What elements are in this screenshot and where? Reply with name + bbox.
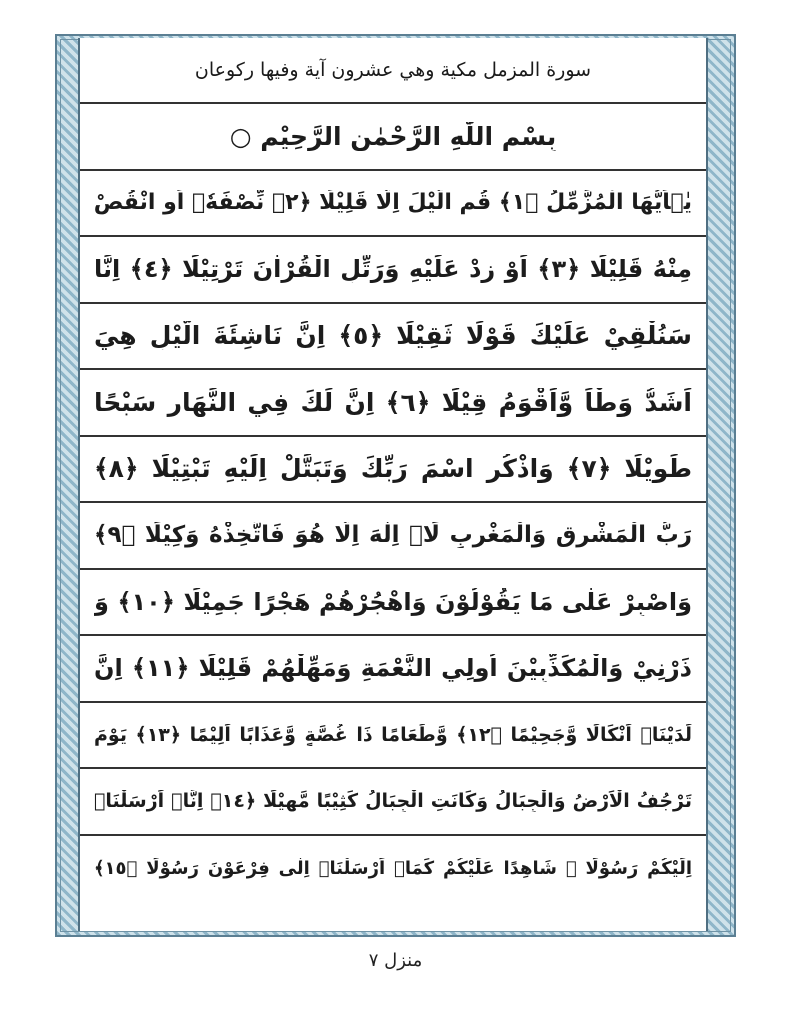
- verse-line-basmala: [80, 104, 706, 171]
- line-text: يٰۤاَيُّهَا الْمُزَّمِّلُ ﴿١﴾ قُمِ الَّيْلَ اِلَّا قَلِيْلًا ﴿٢﴾ نِّصْفَهٗۤ اَوِ انْقُصْ: [94, 190, 692, 216]
- line-text: رَبُّ الْمَشْرِقِ وَالْمَغْرِبِ لَاۤ اِلٰهَ اِلَّا هُوَ فَاتَّخِذْهُ وَكِيْلًا ﴿٩﴾: [94, 522, 692, 549]
- verse-line: [80, 836, 706, 903]
- verse-line: [80, 304, 706, 371]
- line-text: اِلَيْكُمْ رَسُوْلًا ۙ شَاهِدًا عَلَيْكُمْ كَمَاۤ اَرْسَلْنَاۤ اِلٰى فِرْعَوْنَ رَسُوْلًا ﴿١٥﴾: [94, 858, 692, 880]
- verse-line: [80, 570, 706, 637]
- verse-line: [80, 237, 706, 304]
- surah-title: سورة المزمل مكية وهي عشرون آية وفيها ركوعان: [194, 59, 592, 81]
- verse-lines: [80, 104, 706, 902]
- line-text: طَوِيْلًا ﴿٧﴾ وَاذْكُرِ اسْمَ رَبِّكَ وَتَبَتَّلْ اِلَيْهِ تَبْتِيْلًا ﴿٨﴾: [94, 454, 692, 484]
- line-text: اَشَدُّ وَطْاً وَّاَقْوَمُ قِيْلًا ﴿٦﴾ اِنَّ لَكَ فِي النَّهَارِ سَبْحًا: [94, 387, 692, 417]
- line-text: وَاصْبِرْ عَلٰى مَا يَقُوْلُوْنَ وَاهْجُرْهُمْ هَجْرًا جَمِيْلًا ﴿١٠﴾ وَ: [94, 587, 692, 616]
- verse-line: [80, 703, 706, 770]
- verse-line: [80, 503, 706, 570]
- line-text: بِسْمِ اللّٰهِ الرَّحْمٰنِ الرَّحِيْمِ ○: [229, 121, 557, 151]
- verse-line: [80, 437, 706, 504]
- line-text: مِنْهُ قَلِيْلًا ﴿٣﴾ اَوْ زِدْ عَلَيْهِ وَرَتِّلِ الْقُرْاٰنَ تَرْتِيْلًا ﴿٤﴾ اِنَّا: [94, 255, 692, 284]
- surah-header: [80, 38, 706, 104]
- verse-line: [80, 636, 706, 703]
- line-text: ذَرْنِيْ وَالْمُكَذِّبِيْنَ اُولِي النَّعْمَةِ وَمَهِّلْهُمْ قَلِيْلًا ﴿١١﴾ اِنَّ: [94, 654, 692, 683]
- line-text: لَدَيْنَاۤ اَنْكَالًا وَّجَحِيْمًا ﴿١٢﴾ وَّطَعَامًا ذَا غُصَّةٍ وَّعَذَابًا اَلِيْمًا ﴿١٣﴾ يَوْمَ: [94, 723, 692, 746]
- line-text: سَنُلْقِيْ عَلَيْكَ قَوْلًا ثَقِيْلًا ﴿٥﴾ اِنَّ نَاشِئَةَ الَّيْلِ هِيَ: [94, 321, 692, 351]
- verse-line: [80, 370, 706, 437]
- manzil-marker: منزل ٧: [368, 950, 423, 971]
- verse-line: [80, 769, 706, 836]
- line-text: تَرْجُفُ الْاَرْضُ وَالْجِبَالُ وَكَانَتِ الْجِبَالُ كَثِيْبًا مَّهِيْلًا ﴿١٤﴾ اِنَّاۤ اَرْسَلْنَاۤ: [94, 790, 692, 813]
- mushaf-page: [78, 38, 708, 931]
- verse-line: [80, 171, 706, 238]
